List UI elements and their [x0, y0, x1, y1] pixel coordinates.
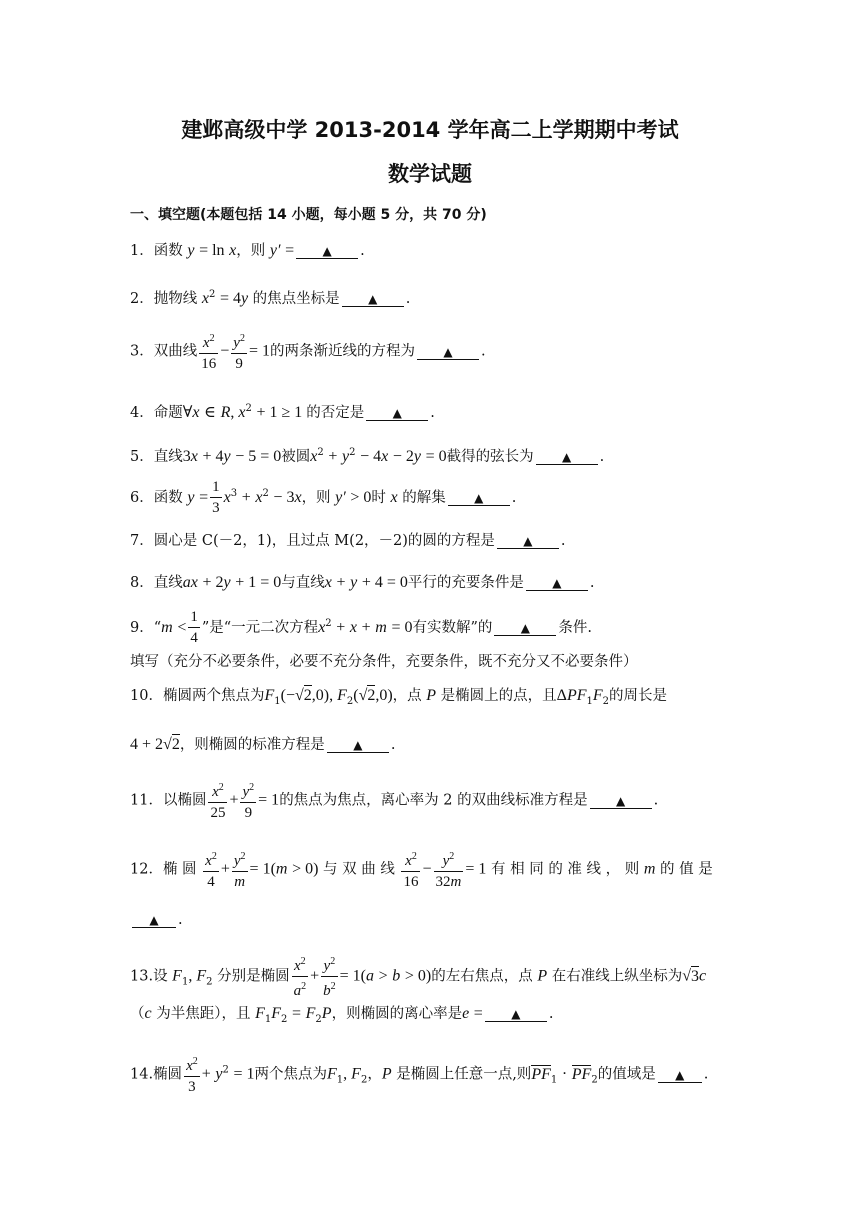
question-13-cont: （c 为半焦距），且 $F_1F_2 = F_2P$，则椭圆的离心率是e = ▲ .	[130, 1005, 554, 1025]
answer-blank[interactable]: ▲	[590, 794, 652, 809]
question-6: 6．函数 y = $\frac{1}{3}$ $x^3 + x^2 - 3x$，则 y′ > 0时 x 的解集 ▲ .	[130, 479, 517, 516]
question-2: 2．抛物线 $x^2 = 4y$ 的焦点坐标是 ▲ .	[130, 289, 411, 307]
answer-blank[interactable]: ▲	[494, 621, 556, 636]
answer-blank[interactable]: ▲	[497, 534, 559, 549]
question-12: 12．椭 圆 $\frac{x^2}{4}$ + $\frac{y^2}{m}$ = 1(m > 0) 与 双 曲 线 $\frac{x^2}{16}$ − $\frac{y^2}{32m}$ = 1 有 相 同 的 准 线 ， 则 m 的 值 是	[130, 847, 740, 892]
page-subtitle: 数学试题	[388, 162, 472, 186]
question-4: 4．命题∀x ∈ R, $x^2 + 1 \ge 1$ 的否定是 ▲ .	[130, 403, 435, 421]
answer-blank[interactable]: ▲	[536, 450, 598, 465]
question-7: 7．圆心是 C(－2，1)，且过点 M(2，－2)的圆的方程是 ▲ .	[130, 533, 566, 549]
answer-blank[interactable]: ▲	[327, 738, 389, 753]
question-3: 3．双曲线 $\frac{x^2}{16}$ − $\frac{y^2}{9}$ = 1的两条渐近线的方程为 ▲ .	[130, 329, 740, 374]
answer-blank[interactable]: ▲	[342, 292, 404, 307]
question-14: 14.椭圆 $\frac{x^2}{3}$ + $y^2 = 1$两个焦点为$F_1$, $F_2$，P 是椭圆上任意一点,则$PF_1 \cdot PF_2$的值域是 ▲ .	[130, 1052, 740, 1097]
answer-blank[interactable]: ▲	[448, 491, 510, 506]
question-5: 5．直线3x + 4y − 5 = 0被圆$x^2 + y^2 - 4x - 2y = 0$截得的弦长为 ▲ .	[130, 447, 605, 465]
question-8: 8．直线ax + 2y + 1 = 0与直线x + y + 4 = 0平行的充要条件是 ▲ .	[130, 574, 595, 591]
answer-blank[interactable]: ▲	[417, 345, 479, 360]
answer-blank[interactable]: ▲	[485, 1007, 547, 1022]
question-11: 11．以椭圆 $\frac{x^2}{25}$ + $\frac{y^2}{9}$ = 1的焦点为焦点，离心率为 2 的双曲线标准方程是 ▲ .	[130, 778, 740, 823]
answer-blank[interactable]: ▲	[366, 406, 428, 421]
question-13: 13.设 $F_1$, $F_2$ 分别是椭圆 $\frac{x^2}{a^2}$ + $\frac{y^2}{b^2}$ = 1(a > b > 0)的左右焦点，点 P 在右准线上纵坐标为√3c	[130, 952, 740, 1001]
page-title: 建邺高级中学 2013-2014 学年高二上学期期中考试	[181, 118, 679, 142]
answer-blank[interactable]: ▲	[526, 576, 588, 591]
section-heading: 一、填空题(本题包括 14 小题，每小题 5 分，共 70 分)	[130, 207, 487, 223]
answer-blank[interactable]: ▲	[132, 913, 176, 928]
question-9-note: 填写（充分不必要条件，必要不充分条件，充要条件，既不充分又不必要条件）	[130, 654, 638, 670]
question-10-cont: 4 + 2√2，则椭圆的标准方程是 ▲ .	[130, 736, 396, 753]
question-10: 10．椭圆两个焦点为$F_1(-√2,0)$, $F_2(√2,0)$，点 P 是椭圆上的点，且$\Delta PF_1F_2$的周长是	[130, 687, 668, 707]
question-12-cont: ▲ .	[130, 910, 740, 930]
answer-blank[interactable]: ▲	[658, 1068, 702, 1083]
question-1: 1．函数 y = ln x，则 y′ = ▲ .	[130, 242, 365, 259]
question-9: 9．“m < $\frac{1}{4}$ ”是“一元二次方程$x^2 + x + m = 0$有实数解”的 ▲ 条件.	[130, 609, 593, 646]
answer-blank[interactable]: ▲	[296, 244, 358, 259]
